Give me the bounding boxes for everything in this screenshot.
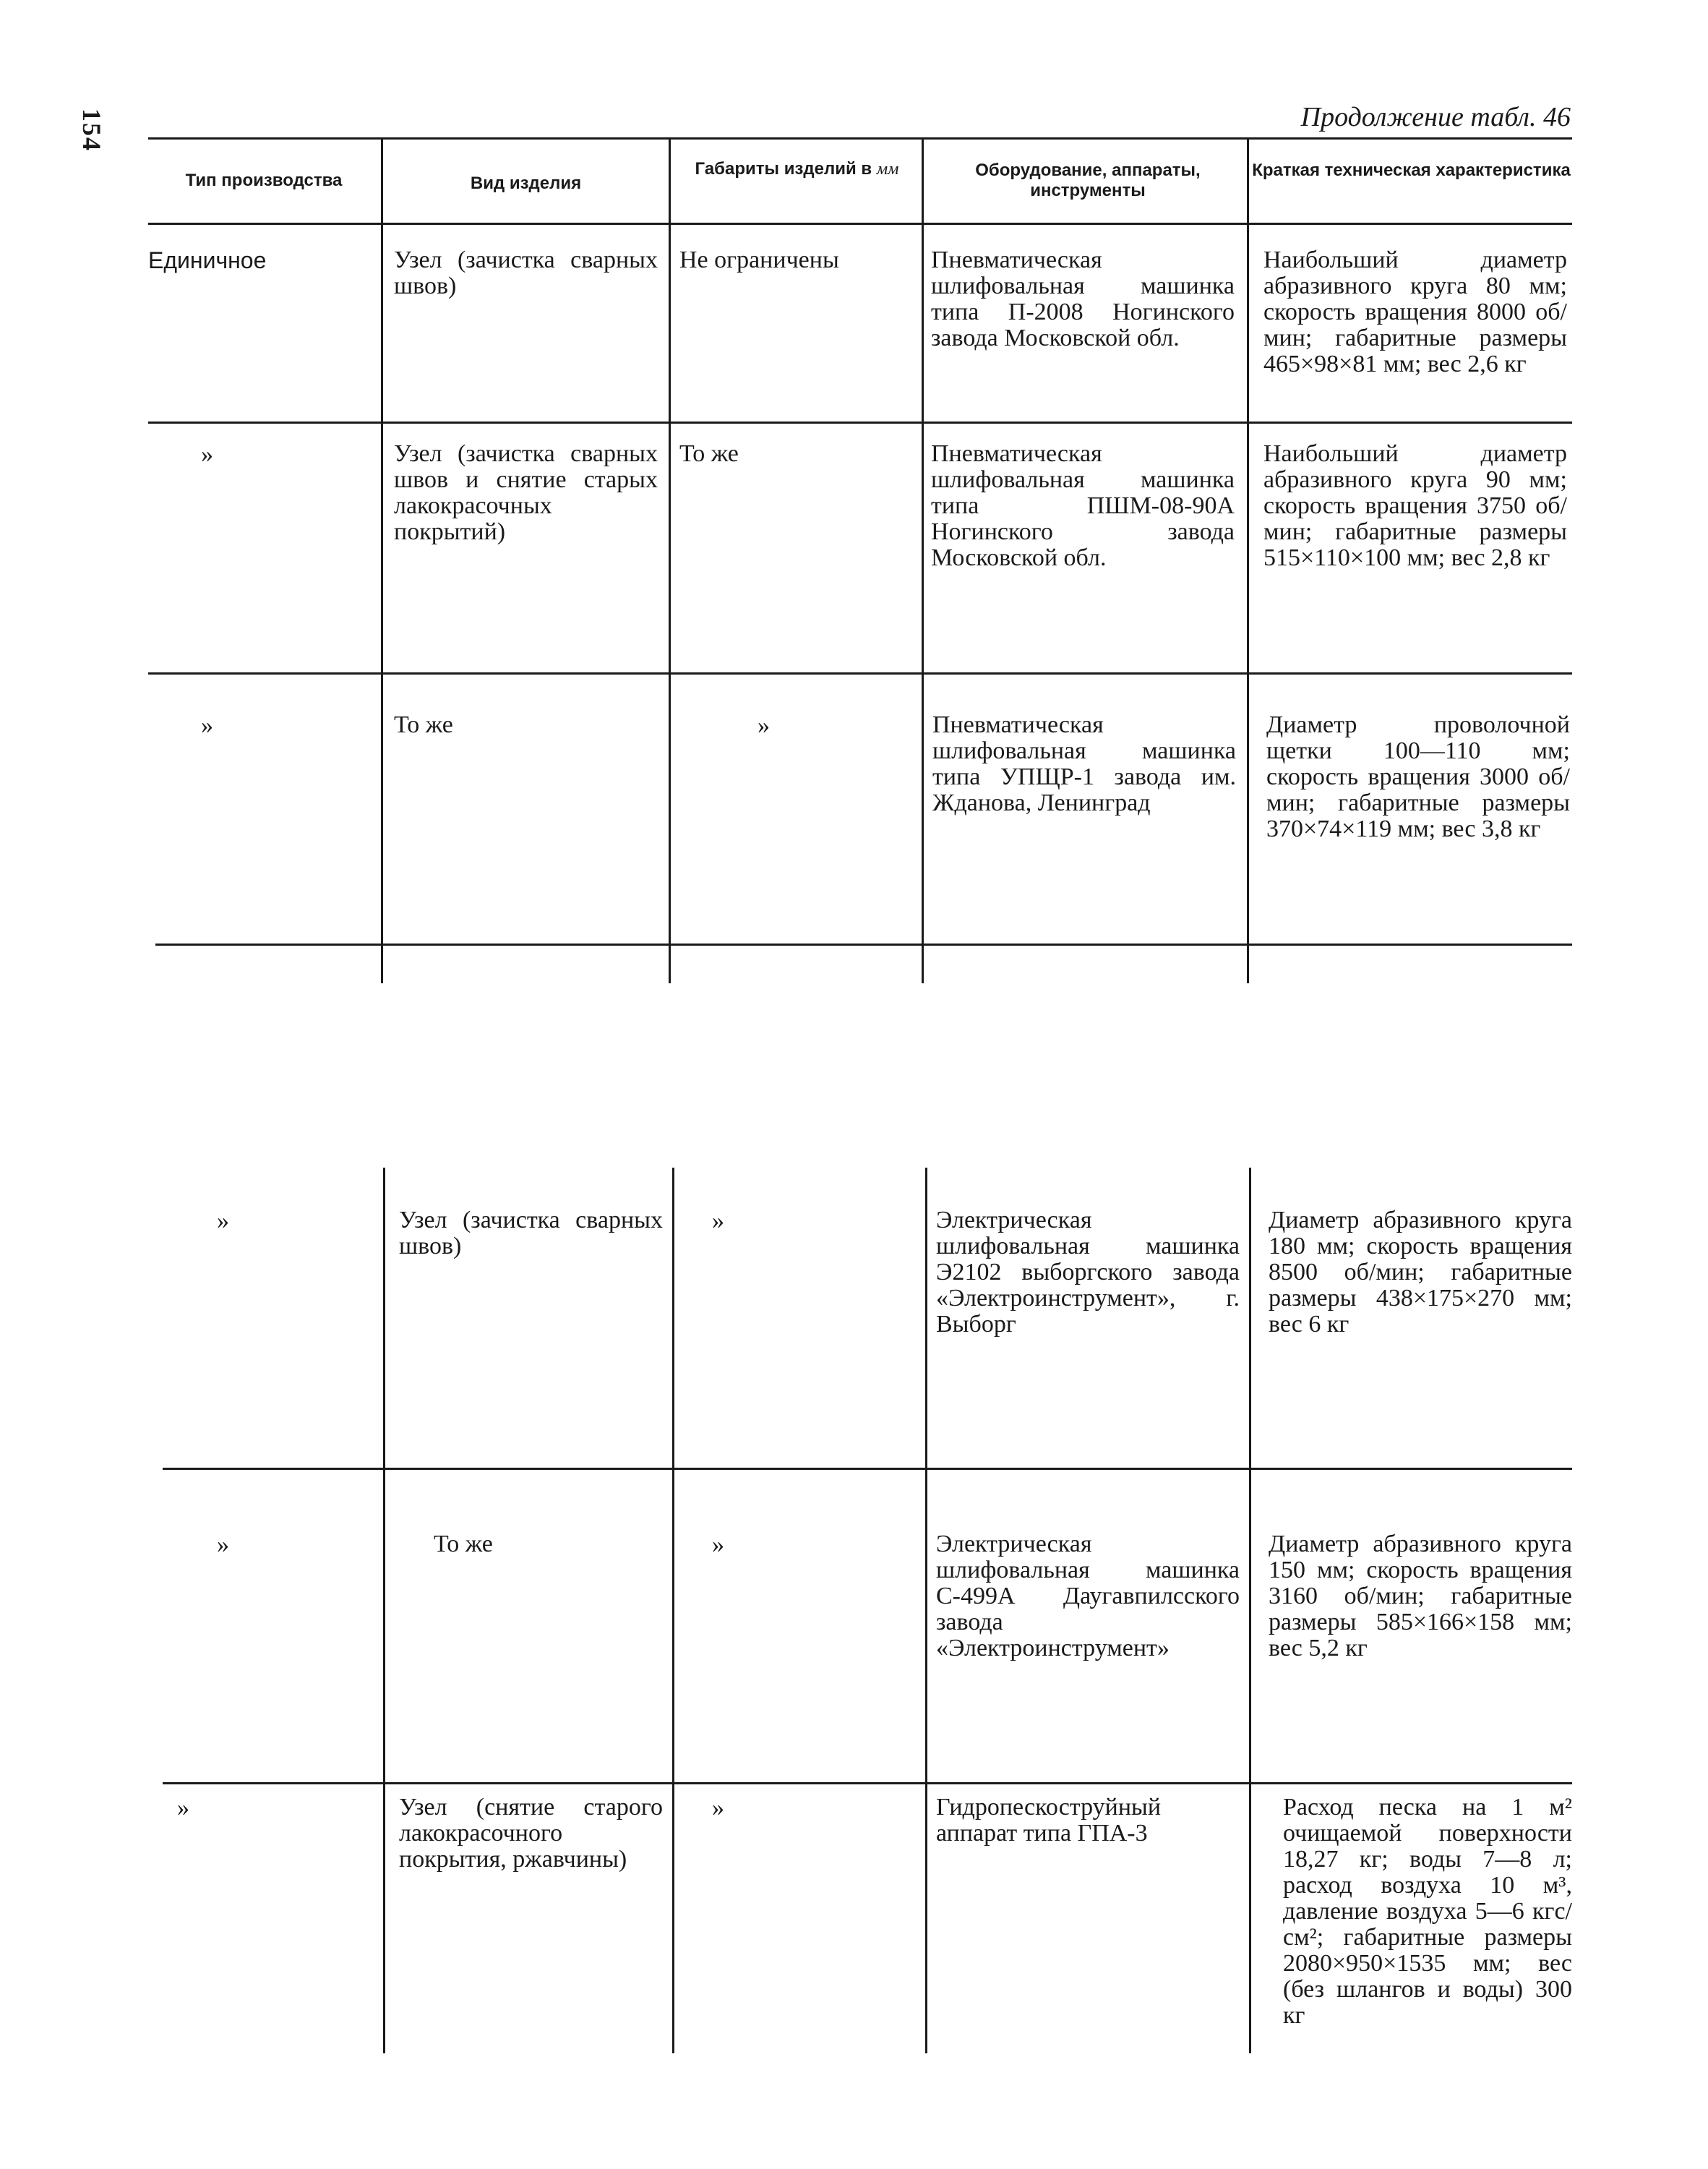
row-1-bottom-rule [148,422,1572,424]
col-divider-3-lower [925,1168,927,2053]
row-3-product: То же [394,711,453,738]
row-4-ditto-dimensions: » [712,1207,724,1234]
col-divider-2-upper [669,137,671,983]
row-3-ditto-type: » [201,712,213,739]
row-6-ditto-dimensions: » [712,1794,724,1821]
row-5-specs: Диаметр абразивного круга 150 мм; скорость вращения 3160 об/мин; габаритные размеры 585×166×158 мм; вес 5,2 кг [1269,1531,1572,1661]
header-bottom-rule [148,223,1572,225]
table-continuation-caption: Продолжение табл. 46 [1300,102,1571,132]
col-divider-4-lower [1249,1168,1251,2053]
row-2-product: Узел (зачистка сварных швов и снятие старых лакокрасочных покрытий) [394,440,658,545]
row-6-product: Узел (снятие старого лакокрасочного покрытия, ржавчины) [399,1794,663,1873]
row-4-product: Узел (зачистка сварных швов) [399,1207,663,1259]
header-production-type: Тип производства [185,171,343,190]
row-5-product: То же [434,1531,493,1557]
table-top-rule [148,137,1572,140]
row-1-production-type: Единичное [148,247,267,273]
header-product-kind: Вид изделия [470,174,582,193]
col-divider-1-lower [383,1168,385,2053]
row-3-equipment: Пневматическая шлифовальная машинка типа УПЩР-1 завода им. Жданова, Ленинград [932,711,1236,816]
row-1-equipment: Пневматическая шлифовальная машинка типа П-2008 Ногинского завода Московской обл. [931,247,1235,351]
row-2-dimensions: То же [679,440,739,467]
header-specs: Краткая техническая характеристика [1252,161,1571,180]
row-2-bottom-rule [148,672,1572,675]
row-2-specs: Наибольший диаметр абразивного круга 90 мм; скорость вращения 3750 об/мин; габаритные размеры 515×110×100 мм; вес 2,8 кг [1263,440,1567,571]
row-6-equipment: Гидропескоструйный аппарат типа ГПА-3 [936,1794,1162,1847]
row-4-bottom-rule [163,1468,1572,1470]
row-5-bottom-rule [163,1782,1572,1784]
col-divider-1-upper [381,137,383,983]
row-4-ditto-type: » [217,1207,229,1234]
page-number: 154 [77,108,106,152]
row-1-product: Узел (зачистка сварных швов) [394,247,658,299]
row-4-specs: Диаметр абразивного круга 180 мм; скорость вращения 8500 об/мин; габаритные размеры 438×175×270 мм; вес 6 кг [1269,1207,1572,1338]
row-2-equipment: Пневматическая шлифовальная машинка типа ПШМ-08-90А Ногинского завода Московской обл. [931,440,1235,571]
row-3-bottom-rule [155,944,1572,946]
header-equipment: Оборудование, аппараты, инструменты [975,161,1201,200]
col-divider-3-upper [922,137,924,983]
row-3-ditto-dimensions: » [758,712,770,739]
row-5-ditto-dimensions: » [712,1531,724,1558]
row-3-specs: Диаметр проволочной щетки 100—110 мм; скорость вращения 3000 об/мин; габаритные размеры 370×74×119 мм; вес 3,8 кг [1266,711,1570,842]
header-dimensions [672,159,922,180]
row-1-specs: Наибольший диаметр абразивного круга 80 мм; скорость вращения 8000 об/мин; габаритные размеры 465×98×81 мм; вес 2,6 кг [1263,247,1567,377]
header-dimensions-unit: мм [876,160,899,179]
row-6-specs: Расход песка на 1 м² очищаемой поверхности 18,27 кг; воды 7—8 л; расход воздуха 10 м³, давление воздуха 5—6 кгс/см²; габаритные размеры 2080×950×1535 мм; вес (без шлангов и воды) 300 кг [1283,1794,1572,2029]
row-4-equipment: Электрическая шлифовальная машинка Э2102 выборгского завода «Электроинструмент», г. Выборг [936,1207,1240,1338]
row-1-dimensions: Не ограничены [679,247,839,273]
header-dimensions-text: Габариты изделий в [695,159,872,179]
col-divider-4-upper [1247,137,1249,983]
row-5-ditto-type: » [217,1531,229,1558]
row-6-ditto-type: » [177,1794,189,1821]
row-2-ditto-type: » [201,441,213,468]
row-5-equipment: Электрическая шлифовальная машинка С-499А Даугавпилсского завода «Электроинструмент» [936,1531,1240,1661]
col-divider-2-lower [672,1168,674,2053]
